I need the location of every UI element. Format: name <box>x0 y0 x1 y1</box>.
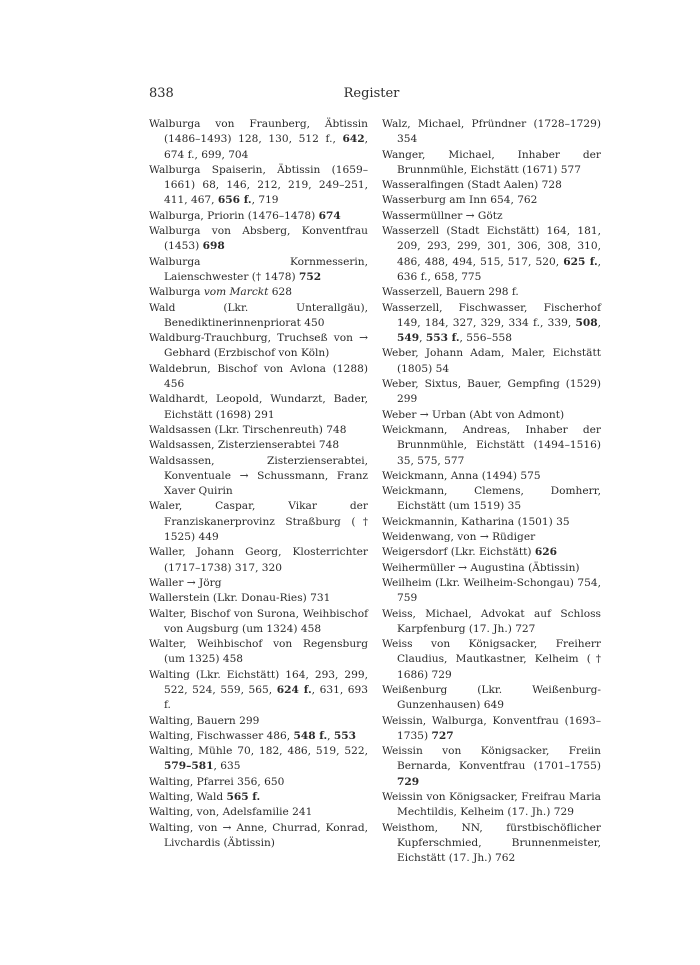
index-entry <box>149 438 368 453</box>
entry-text: Waldsassen, Zisterzienserabtei, Konventuale → Schussmann, Franz Xaver Quirin <box>149 454 368 498</box>
index-entry <box>382 484 601 515</box>
index-entry <box>149 637 368 668</box>
bold-page-ref: 553 <box>333 729 357 742</box>
entry-text: Wassermüllner → Götz <box>382 209 503 222</box>
index-entry <box>149 729 368 744</box>
index-entry <box>149 255 368 286</box>
entry-text: Weber, Sixtus, Bauer, Gempfing (1529) 299 <box>382 378 601 406</box>
index-entry <box>149 714 368 729</box>
entry-text: Walburga Spaiserin, Äbtissin (1659–1661) 68, 146, 212, 219, 249–251, 411, 467, <box>149 163 368 207</box>
index-entry <box>382 178 601 193</box>
index-entry <box>149 454 368 500</box>
index-entry <box>382 561 601 576</box>
entry-text: Walting (Lkr. Eichstätt) 164, 293, 299, 522, 524, 559, 565, <box>149 668 368 696</box>
index-entry <box>382 346 601 377</box>
index-entry <box>149 821 368 852</box>
entry-text: Walting, von, Adelsfamilie 241 <box>149 806 313 819</box>
entry-text: , <box>327 729 334 742</box>
entry-text: Weilheim (Lkr. Weilheim-Schongau) 754, 759 <box>382 576 601 605</box>
bold-page-ref: 624 f. <box>276 683 312 696</box>
index-entry <box>382 744 601 790</box>
bold-page-ref: 579–581 <box>164 760 214 773</box>
bold-page-ref: 625 f. <box>563 255 598 268</box>
entry-text: Weihermüller → Augustina (Äbtissin) <box>382 561 580 574</box>
index-entry <box>149 285 368 300</box>
index-entry <box>382 576 601 607</box>
entry-text: Weber, Johann Adam, Maler, Eichstätt (1805) 54 <box>382 347 601 375</box>
index-entry <box>382 683 601 714</box>
index-entry <box>382 469 601 484</box>
entry-text: Walburga von Absberg, Konventfrau (1453) <box>149 225 368 253</box>
index-entry <box>149 423 368 438</box>
index-entry <box>149 224 368 255</box>
index-entry <box>149 805 368 820</box>
index-entry <box>149 163 368 209</box>
entry-text: Waldsassen, Zisterzienserabtei 748 <box>149 439 340 452</box>
entry-text: Weidenwang, von → Rüdiger <box>382 531 536 544</box>
entry-text: Weickmannin, Katharina (1501) 35 <box>382 515 570 528</box>
index-entry <box>149 499 368 545</box>
index-entry <box>149 790 368 805</box>
entry-text: , 674 f., 699, 704 <box>164 133 368 161</box>
entry-text: Walburga, Priorin (1476–1478) <box>149 209 319 222</box>
index-entry <box>149 591 368 606</box>
entry-text: Wald (Lkr. Unterallgäu), Benediktinerinnenpriorat 450 <box>149 301 368 329</box>
index-entry <box>382 821 601 867</box>
entry-text: Weissin, Walburga, Konventfrau (1693–1735) <box>382 714 601 742</box>
entry-text: Weiss von Königsacker, Freiherr Claudius, Mautkastner, Kelheim († 1686) 729 <box>382 638 601 681</box>
index-entry <box>149 668 368 714</box>
index-entry <box>149 362 368 393</box>
index-entry <box>382 530 601 545</box>
index-entry <box>382 301 601 347</box>
bold-page-ref: 553 f. <box>425 332 460 345</box>
index-entry <box>149 117 368 163</box>
entry-text: , 631, 693 f. <box>164 683 369 712</box>
index-entry <box>382 637 601 683</box>
entry-text: Wasserzell, Bauern 298 f. <box>382 286 519 299</box>
index-entry <box>382 515 601 530</box>
index-entry <box>382 545 601 560</box>
entry-text: Weißenburg (Lkr. Weißenburg-Gunzenhausen) 649 <box>382 683 601 712</box>
index-entry <box>149 392 368 423</box>
italic-text: vom Marckt <box>203 286 269 299</box>
entry-text: Weissin von Königsacker, Freifrau Maria Mechtildis, Kelheim (17. Jh.) 729 <box>382 791 601 819</box>
index-entry <box>382 607 601 638</box>
index-entry <box>382 408 601 423</box>
index-entry <box>149 209 368 224</box>
entry-text: Walting, Mühle 70, 182, 486, 519, 522, <box>149 745 368 758</box>
index-entry <box>382 148 601 179</box>
bold-page-ref: 729 <box>397 775 420 788</box>
entry-text: Walburga Kornmesserin, Laienschwester († 1478) <box>149 255 368 283</box>
entry-text: Waldhardt, Leopold, Wundarzt, Bader, Eichstätt (1698) 291 <box>149 393 368 421</box>
index-column-left <box>149 117 368 851</box>
entry-text: Weickmann, Clemens, Domherr, Eichstätt (um 1519) 35 <box>382 485 601 513</box>
index-entry <box>382 285 601 300</box>
bold-page-ref: 656 f. <box>217 194 252 207</box>
entry-text: Walburga <box>149 286 204 299</box>
bold-page-ref: 674 <box>318 209 341 222</box>
index-column-right <box>382 117 601 867</box>
index-entry <box>149 607 368 638</box>
entry-text: Waldebrun, Bischof von Avlona (1288) 456 <box>149 362 368 391</box>
index-entry <box>149 744 368 775</box>
bold-page-ref: 626 <box>534 546 557 559</box>
bold-page-ref: 698 <box>202 240 225 253</box>
entry-text: , 556–558 <box>459 332 513 345</box>
entry-text: Walting, Wald <box>149 791 227 804</box>
running-head: Register <box>343 86 400 101</box>
entry-text: Walburga von Fraunberg, Äbtissin (1486–1493) 128, 130, 512 f., <box>149 118 368 146</box>
entry-text: Weiss, Michael, Advokat auf Schloss Karpfenburg (17. Jh.) 727 <box>382 607 601 635</box>
bold-page-ref: 508 <box>575 316 598 329</box>
index-entry <box>382 193 601 208</box>
entry-text: Walting, Bauern 299 <box>149 714 260 727</box>
page-number: 838 <box>149 86 174 101</box>
entry-text: Wallerstein (Lkr. Donau-Ries) 731 <box>149 592 331 605</box>
entry-text: Walting, von → Anne, Churrad, Konrad, Livchardis (Äbtissin) <box>149 821 368 849</box>
bold-page-ref: 752 <box>299 270 322 283</box>
index-entry <box>382 423 601 469</box>
index-entry <box>382 790 601 821</box>
entry-text: Wasseralfingen (Stadt Aalen) 728 <box>382 179 562 192</box>
entry-text: Weissin von Königsacker, Freiin Bernarda, Konventfrau (1701–1755) <box>382 745 601 773</box>
entry-text: Weickmann, Anna (1494) 575 <box>382 469 541 482</box>
entry-text: Walz, Michael, Pfründner (1728–1729) 354 <box>382 118 601 146</box>
entry-text: , <box>419 332 426 345</box>
bold-page-ref: 548 f. <box>293 729 328 742</box>
entry-text: Waldburg-Trauchburg, Truchseß von → Gebhard (Erzbischof von Köln) <box>149 332 368 360</box>
index-entry <box>382 714 601 745</box>
entry-text: Walter, Weihbischof von Regensburg (um 1325) 458 <box>149 638 368 666</box>
index-entry <box>382 377 601 408</box>
bold-page-ref: 642 <box>342 133 365 146</box>
entry-text: , 719 <box>251 194 279 207</box>
page-header <box>149 86 594 104</box>
entry-text: Walter, Bischof von Surona, Weihbischof von Augsburg (um 1324) 458 <box>149 607 368 635</box>
entry-text: Wasserzell, Fischwasser, Fischerhof 149, 184, 327, 329, 334 f., 339, <box>382 301 601 329</box>
entry-text: Wanger, Michael, Inhaber der Brunnmühle, Eichstätt (1671) 577 <box>382 148 601 176</box>
index-entry <box>382 224 601 285</box>
entry-text: Wasserburg am Inn 654, 762 <box>382 194 538 207</box>
entry-text: Weickmann, Andreas, Inhaber der Brunnmühle, Eichstätt (1494–1516) 35, 575, 577 <box>382 423 601 467</box>
entry-text: Waler, Caspar, Vikar der Franziskanerprovinz Straßburg († 1525) 449 <box>149 500 368 544</box>
index-entry <box>149 331 368 362</box>
entry-text: Waller → Jörg <box>149 576 222 589</box>
index-entry <box>149 301 368 332</box>
bold-page-ref: 549 <box>397 332 420 345</box>
entry-text: , 635 <box>213 760 241 773</box>
index-entry <box>149 576 368 591</box>
entry-text: Weber → Urban (Abt von Admont) <box>382 408 565 421</box>
index-entry <box>149 545 368 576</box>
entry-text: Weisthom, NN, fürstbischöflicher Kupferschmied, Brunnenmeister, Eichstätt (17. Jh.) 762 <box>382 821 601 865</box>
bold-page-ref: 727 <box>431 729 454 742</box>
entry-text: Wasserzell (Stadt Eichstätt) 164, 181, 209, 293, 299, 301, 306, 308, 310, 486, 488, 494, 515, 517, 520, <box>382 225 601 268</box>
entry-text: Waldsassen (Lkr. Tirschenreuth) 748 <box>149 423 347 436</box>
entry-text: Walting, Fischwasser 486, <box>149 729 294 742</box>
entry-text: , <box>597 316 601 329</box>
entry-text: , 636 f., 658, 775 <box>397 255 602 283</box>
index-entry <box>382 209 601 224</box>
index-entry <box>149 775 368 790</box>
bold-page-ref: 565 f. <box>226 791 261 804</box>
entry-text: Walting, Pfarrei 356, 650 <box>149 775 285 788</box>
entry-text: Waller, Johann Georg, Klosterrichter (1717–1738) 317, 320 <box>149 546 368 574</box>
entry-text: 628 <box>268 286 293 299</box>
entry-text: Weigersdorf (Lkr. Eichstätt) <box>382 546 535 559</box>
index-entry <box>382 117 601 148</box>
